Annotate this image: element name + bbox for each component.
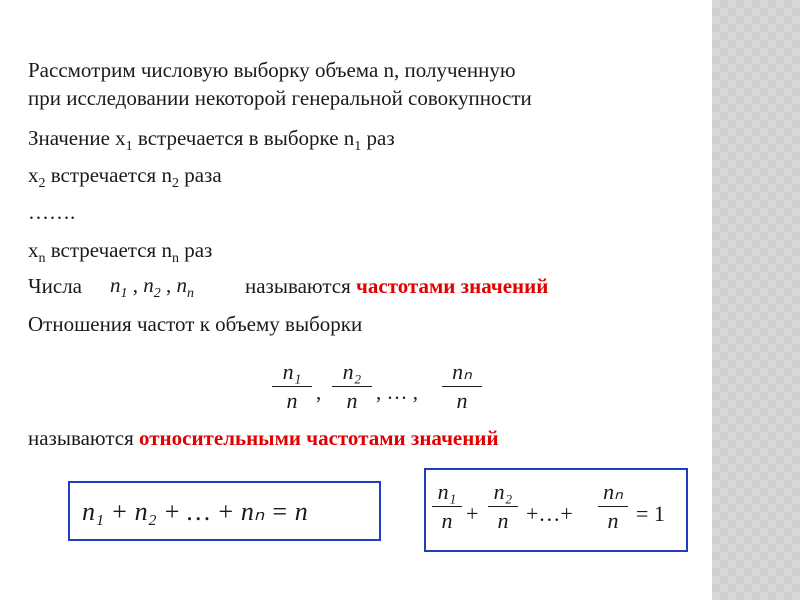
fraction-denominator: n <box>346 388 358 413</box>
subscript: 1 <box>354 139 362 154</box>
box-fraction-2 <box>488 480 518 533</box>
text-part: встречается n <box>45 238 172 262</box>
fraction-2 <box>332 360 372 413</box>
subscript: n <box>171 251 179 266</box>
text-part: x <box>28 163 39 187</box>
fraction-numerator: nₙ <box>452 359 472 384</box>
fraction-numerator: nₙ <box>603 479 623 504</box>
decorative-side-pattern <box>712 0 800 600</box>
fraction-bar <box>332 386 372 387</box>
math-symbol: , <box>132 273 138 297</box>
subscript: 2 <box>171 176 179 191</box>
text-line-dots: ……. <box>28 200 76 224</box>
math-ellipsis: , … , <box>376 380 418 404</box>
fraction-bar <box>432 506 462 507</box>
math-symbol: n <box>143 273 154 297</box>
text-line-xn <box>28 238 212 271</box>
subscript: 2 <box>38 176 46 191</box>
fraction-numerator: n₁ <box>437 479 457 504</box>
fraction-numerator: n₂ <box>493 479 513 504</box>
text-part: x <box>28 238 39 262</box>
text-part: раз <box>361 126 395 150</box>
subscript: n <box>38 251 46 266</box>
box-fraction-1 <box>432 480 462 533</box>
subscript: 2 <box>153 286 161 301</box>
fraction-denominator: n <box>607 508 619 533</box>
fraction-bar <box>272 386 312 387</box>
text-line-numbers <box>28 274 82 298</box>
math-symbol: n <box>176 273 187 297</box>
math-comma: , <box>316 380 322 404</box>
sum-formula-box <box>68 481 381 541</box>
fraction-bar <box>488 506 518 507</box>
fraction-numerator: n₂ <box>342 359 362 384</box>
math-symbol: , <box>166 273 172 297</box>
text-part: раза <box>178 163 222 187</box>
formula-inline-frequencies <box>110 273 194 306</box>
text-part: называются <box>28 426 139 450</box>
fraction-denominator: n <box>441 508 453 533</box>
fraction-denominator: n <box>286 388 298 413</box>
fraction-denominator: n <box>456 388 468 413</box>
plus-dots-sign: +…+ <box>526 501 573 526</box>
highlight-frequencies: частотами значений <box>356 274 549 298</box>
fraction-3 <box>442 360 482 413</box>
subscript: n <box>187 286 194 301</box>
text-part: встречается n <box>45 163 172 187</box>
relative-sum-formula-box <box>424 468 688 552</box>
text-line-x1 <box>28 126 395 159</box>
fraction-bar <box>598 506 628 507</box>
text-part: Значение x <box>28 126 126 150</box>
box-fraction-3 <box>598 480 628 533</box>
fraction-bar <box>442 386 482 387</box>
sum-formula: n₁ + n₂ + … + nₙ = n <box>82 497 308 526</box>
math-symbol: n <box>110 273 121 297</box>
highlight-relative-frequencies: относительными частотами значений <box>139 426 499 450</box>
text-part: называются <box>245 274 356 298</box>
text-line-relative <box>28 426 499 450</box>
text-part: Числа <box>28 274 83 298</box>
text-line-intro-1: Рассмотрим числовую выборку объема n, полученную <box>28 58 516 82</box>
subscript: 1 <box>120 286 128 301</box>
text-part: раз <box>178 238 213 262</box>
plus-sign: + <box>466 501 479 526</box>
subscript: 1 <box>125 139 133 154</box>
text-line-intro-2: при исследовании некоторой генеральной совокупности <box>28 86 532 110</box>
text-line-numbers-tail <box>245 274 548 298</box>
text-part: встречается в выборке n <box>132 126 355 150</box>
equals-one: = 1 <box>636 501 665 526</box>
fraction-1 <box>272 360 312 413</box>
text-line-ratios: Отношения частот к объему выборки <box>28 312 363 336</box>
fraction-denominator: n <box>497 508 509 533</box>
text-line-x2 <box>28 163 222 196</box>
fraction-numerator: n₁ <box>282 359 302 384</box>
